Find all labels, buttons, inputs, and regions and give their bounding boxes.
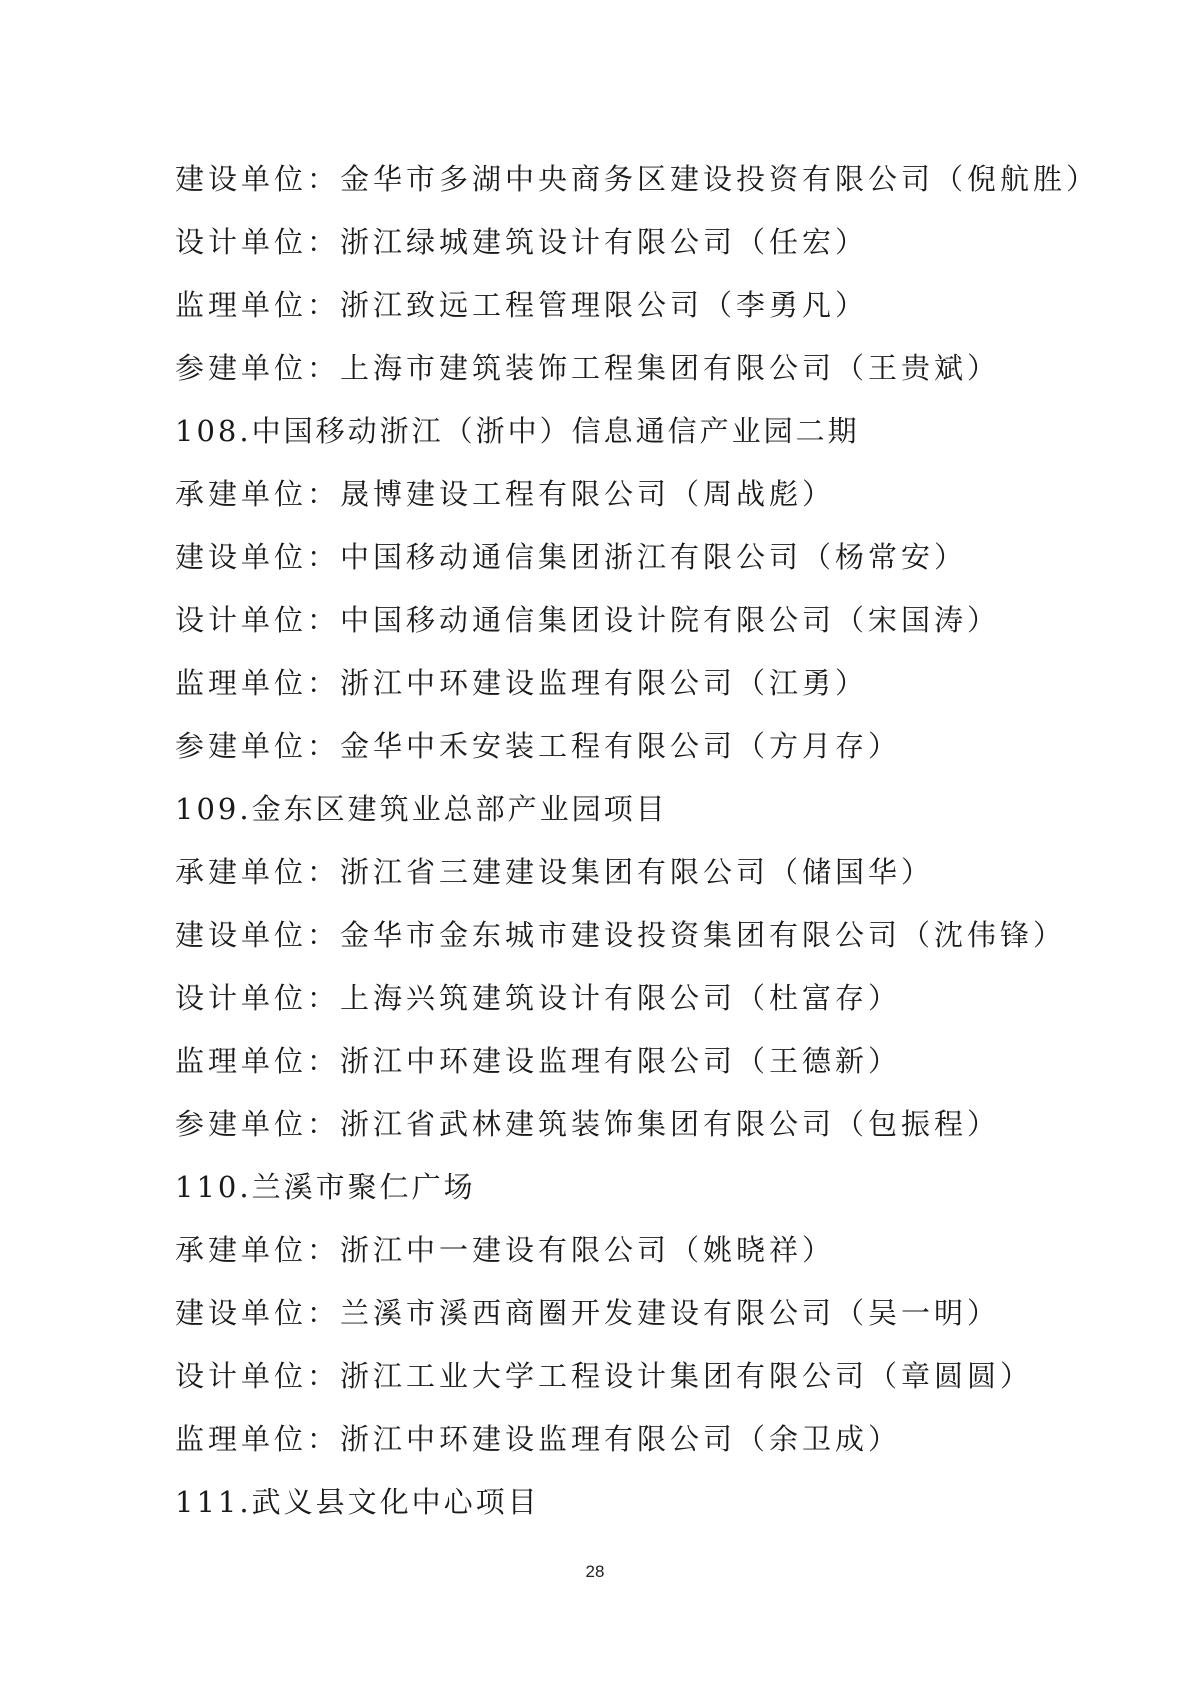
project-heading: 108.中国移动浙江（浙中）信息通信产业园二期 bbox=[175, 414, 860, 448]
entry-line: 建设单位：中国移动通信集团浙江有限公司（杨常安） bbox=[175, 540, 968, 574]
entry-line: 承建单位：晟博建设工程有限公司（周战彪） bbox=[175, 477, 836, 511]
project-heading: 111.武义县文化中心项目 bbox=[175, 1485, 540, 1519]
entry-line: 参建单位：浙江省武林建筑装饰集团有限公司（包振程） bbox=[175, 1107, 1001, 1141]
project-heading: 109.金东区建筑业总部产业园项目 bbox=[175, 792, 668, 826]
entry-line: 建设单位：金华市金东城市建设投资集团有限公司（沈伟锋） bbox=[175, 918, 1067, 952]
entry-line: 设计单位：上海兴筑建筑设计有限公司（杜富存） bbox=[175, 981, 902, 1015]
entry-line: 监理单位：浙江致远工程管理限公司（李勇凡） bbox=[175, 288, 869, 322]
entry-line: 建设单位：兰溪市溪西商圈开发建设有限公司（吴一明） bbox=[175, 1296, 1001, 1330]
entry-line: 参建单位：金华中禾安装工程有限公司（方月存） bbox=[175, 729, 902, 763]
entry-line: 承建单位：浙江省三建建设集团有限公司（储国华） bbox=[175, 855, 935, 889]
entry-line: 设计单位：浙江工业大学工程设计集团有限公司（章圆圆） bbox=[175, 1359, 1034, 1393]
entry-line: 承建单位：浙江中一建设有限公司（姚晓祥） bbox=[175, 1233, 836, 1267]
entry-line: 监理单位：浙江中环建设监理有限公司（王德新） bbox=[175, 1044, 902, 1078]
entry-line: 设计单位：浙江绿城建筑设计有限公司（任宏） bbox=[175, 225, 869, 259]
text-body bbox=[175, 148, 1100, 1534]
entry-line: 参建单位：上海市建筑装饰工程集团有限公司（王贵斌） bbox=[175, 351, 1001, 385]
project-heading: 110.兰溪市聚仁广场 bbox=[175, 1170, 476, 1204]
entry-line: 设计单位：中国移动通信集团设计院有限公司（宋国涛） bbox=[175, 603, 1001, 637]
entry-line: 建设单位：金华市多湖中央商务区建设投资有限公司（倪航胜） bbox=[175, 162, 1100, 196]
page-number: 28 bbox=[585, 1562, 605, 1581]
entry-line: 监理单位：浙江中环建设监理有限公司（余卫成） bbox=[175, 1422, 902, 1456]
entry-line: 监理单位：浙江中环建设监理有限公司（江勇） bbox=[175, 666, 869, 700]
